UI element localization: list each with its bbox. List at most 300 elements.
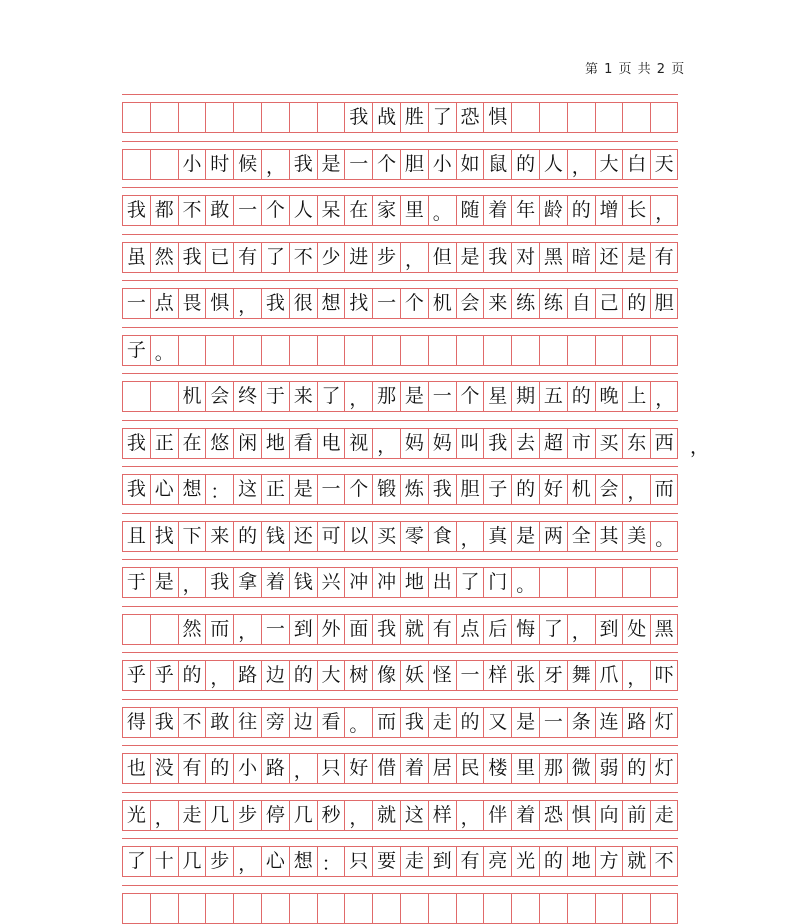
grid-cell: 看 <box>317 707 345 738</box>
grid-cell: ， <box>261 149 289 180</box>
grid-cell: 有 <box>178 753 206 784</box>
grid-cell: 连 <box>595 707 623 738</box>
grid-cell <box>205 335 233 366</box>
grid-cell <box>400 893 428 924</box>
grid-cell: 的 <box>511 474 539 505</box>
grid-cell: 胆 <box>400 149 428 180</box>
grid-cell: 我 <box>122 428 150 459</box>
grid-cell: 的 <box>567 195 595 226</box>
grid-cell: 着 <box>261 567 289 598</box>
grid-cell: 我 <box>428 474 456 505</box>
grid-cell: 来 <box>289 381 317 412</box>
manuscript-grid <box>122 96 710 916</box>
grid-cell: 我 <box>150 707 178 738</box>
grid-cell <box>372 335 400 366</box>
grid-cell: 小 <box>233 753 261 784</box>
grid-cell <box>650 893 678 924</box>
hanging-punctuation: ， <box>690 435 710 458</box>
grid-cell <box>539 102 567 133</box>
grid-cell: 爪 <box>595 660 623 691</box>
grid-cell: 乎 <box>122 660 150 691</box>
grid-cell: 我 <box>372 614 400 645</box>
grid-cell: 惧 <box>567 800 595 831</box>
grid-cell: 对 <box>511 242 539 273</box>
grid-cell <box>261 893 289 924</box>
grid-cell: 是 <box>400 381 428 412</box>
grid-cell: 不 <box>178 195 206 226</box>
grid-cell: 我 <box>483 428 511 459</box>
grid-cell: 随 <box>456 195 484 226</box>
grid-cell: 我 <box>344 102 372 133</box>
essay-line <box>122 521 678 552</box>
grid-cell: 想 <box>317 288 345 319</box>
grid-cell: 秒 <box>317 800 345 831</box>
grid-cell: 往 <box>233 707 261 738</box>
grid-cell <box>428 893 456 924</box>
grid-cell: 灯 <box>650 707 678 738</box>
grid-separator <box>122 699 678 700</box>
grid-cell: 只 <box>344 846 372 877</box>
essay-line <box>122 428 710 459</box>
grid-cell: 一 <box>372 288 400 319</box>
essay-line <box>122 474 678 505</box>
grid-cell: 着 <box>400 753 428 784</box>
grid-cell: 地 <box>261 428 289 459</box>
grid-cell: ， <box>178 567 206 598</box>
grid-cell: 拿 <box>233 567 261 598</box>
grid-cell: 我 <box>178 242 206 273</box>
grid-cell <box>567 335 595 366</box>
grid-cell: 会 <box>595 474 623 505</box>
grid-cell <box>122 614 150 645</box>
grid-cell: 光 <box>122 800 150 831</box>
grid-cell: 小 <box>178 149 206 180</box>
grid-separator <box>122 373 678 374</box>
grid-cell <box>205 102 233 133</box>
grid-cell: 都 <box>150 195 178 226</box>
grid-cell <box>622 893 650 924</box>
essay-title-row <box>122 102 678 133</box>
grid-cell: 然 <box>178 614 206 645</box>
grid-cell: 闲 <box>233 428 261 459</box>
grid-separator <box>122 280 678 281</box>
grid-cell: 乎 <box>150 660 178 691</box>
grid-cell <box>428 335 456 366</box>
grid-cell <box>622 567 650 598</box>
grid-cell: 来 <box>205 521 233 552</box>
grid-cell: 找 <box>150 521 178 552</box>
grid-cell <box>289 893 317 924</box>
grid-cell: 是 <box>150 567 178 598</box>
grid-cell: 黑 <box>539 242 567 273</box>
grid-cell: 还 <box>595 242 623 273</box>
grid-cell: 的 <box>567 381 595 412</box>
grid-cell: ： <box>205 474 233 505</box>
grid-cell: 走 <box>428 707 456 738</box>
grid-cell: ， <box>567 149 595 180</box>
grid-cell: 是 <box>456 242 484 273</box>
grid-cell: 的 <box>539 846 567 877</box>
grid-cell: 如 <box>456 149 484 180</box>
grid-cell: 怪 <box>428 660 456 691</box>
grid-cell: 一 <box>261 614 289 645</box>
grid-cell: 很 <box>289 288 317 319</box>
grid-cell: 又 <box>483 707 511 738</box>
grid-cell <box>511 102 539 133</box>
grid-cell: 那 <box>539 753 567 784</box>
grid-cell: 看 <box>289 428 317 459</box>
grid-cell: 面 <box>344 614 372 645</box>
grid-separator <box>122 745 678 746</box>
grid-cell <box>233 335 261 366</box>
grid-cell: 着 <box>511 800 539 831</box>
grid-cell: 在 <box>178 428 206 459</box>
grid-cell: 家 <box>372 195 400 226</box>
grid-cell: ， <box>456 521 484 552</box>
grid-cell: 到 <box>595 614 623 645</box>
grid-cell: 子 <box>122 335 150 366</box>
grid-cell <box>233 102 261 133</box>
grid-cell: 练 <box>511 288 539 319</box>
grid-cell: 少 <box>317 242 345 273</box>
grid-cell: 找 <box>344 288 372 319</box>
grid-cell <box>400 335 428 366</box>
grid-cell: 下 <box>178 521 206 552</box>
grid-separator <box>122 420 678 421</box>
grid-cell: ： <box>317 846 345 877</box>
grid-cell <box>178 335 206 366</box>
grid-cell: 畏 <box>178 288 206 319</box>
grid-cell: 十 <box>150 846 178 877</box>
grid-cell <box>567 893 595 924</box>
grid-cell: 暗 <box>567 242 595 273</box>
grid-cell: 门 <box>483 567 511 598</box>
grid-cell <box>178 893 206 924</box>
grid-cell: 惧 <box>205 288 233 319</box>
grid-cell: 的 <box>622 753 650 784</box>
grid-cell: 这 <box>400 800 428 831</box>
grid-cell: 会 <box>205 381 233 412</box>
grid-cell: 走 <box>650 800 678 831</box>
grid-cell: 食 <box>428 521 456 552</box>
grid-cell: 白 <box>622 149 650 180</box>
grid-cell: 不 <box>650 846 678 877</box>
grid-separator <box>122 327 678 328</box>
grid-cell: 像 <box>372 660 400 691</box>
grid-cell: 样 <box>428 800 456 831</box>
grid-cell: 超 <box>539 428 567 459</box>
grid-cell: 子 <box>483 474 511 505</box>
grid-cell: 个 <box>261 195 289 226</box>
grid-cell <box>622 102 650 133</box>
grid-cell: 想 <box>289 846 317 877</box>
grid-cell: 悔 <box>511 614 539 645</box>
grid-cell: 机 <box>178 381 206 412</box>
grid-cell: 敢 <box>205 707 233 738</box>
grid-cell <box>317 102 345 133</box>
grid-cell: 样 <box>483 660 511 691</box>
grid-cell <box>317 335 345 366</box>
grid-cell: 处 <box>622 614 650 645</box>
grid-cell: 虽 <box>122 242 150 273</box>
grid-cell: 会 <box>456 288 484 319</box>
grid-cell: 路 <box>622 707 650 738</box>
grid-cell: 了 <box>122 846 150 877</box>
grid-cell: 是 <box>622 242 650 273</box>
grid-cell: 灯 <box>650 753 678 784</box>
grid-cell: 龄 <box>539 195 567 226</box>
grid-separator <box>122 885 678 886</box>
grid-cell: 了 <box>261 242 289 273</box>
grid-cell: 两 <box>539 521 567 552</box>
grid-cell: 的 <box>456 707 484 738</box>
grid-cell: 增 <box>595 195 623 226</box>
grid-cell: ， <box>150 800 178 831</box>
grid-cell: ， <box>456 800 484 831</box>
grid-cell <box>261 102 289 133</box>
grid-cell: 真 <box>483 521 511 552</box>
grid-cell: 就 <box>622 846 650 877</box>
grid-cell: 己 <box>595 288 623 319</box>
grid-cell: 在 <box>344 195 372 226</box>
grid-cell: 我 <box>483 242 511 273</box>
grid-cell: 一 <box>317 474 345 505</box>
grid-cell: 惧 <box>483 102 511 133</box>
grid-cell: 点 <box>456 614 484 645</box>
grid-cell: 。 <box>511 567 539 598</box>
grid-separator <box>122 94 678 95</box>
grid-cell: 大 <box>595 149 623 180</box>
grid-cell: 机 <box>567 474 595 505</box>
grid-cell: 了 <box>456 567 484 598</box>
grid-cell: ， <box>205 660 233 691</box>
grid-cell: 地 <box>567 846 595 877</box>
grid-cell: 一 <box>122 288 150 319</box>
grid-cell <box>456 335 484 366</box>
grid-separator <box>122 141 678 142</box>
grid-cell: 几 <box>289 800 317 831</box>
grid-cell: 了 <box>317 381 345 412</box>
grid-cell: 于 <box>122 567 150 598</box>
grid-cell: 时 <box>205 149 233 180</box>
grid-cell: 走 <box>178 800 206 831</box>
grid-cell: 光 <box>511 846 539 877</box>
essay-line <box>122 381 678 412</box>
grid-cell <box>539 567 567 598</box>
grid-cell: 练 <box>539 288 567 319</box>
essay-line <box>122 567 678 598</box>
grid-cell: 人 <box>539 149 567 180</box>
grid-cell: 还 <box>289 521 317 552</box>
grid-cell: 星 <box>483 381 511 412</box>
essay-line <box>122 800 678 831</box>
grid-separator <box>122 187 678 188</box>
grid-cell: 终 <box>233 381 261 412</box>
grid-cell: 走 <box>400 846 428 877</box>
essay-line <box>122 195 678 226</box>
grid-cell: 电 <box>317 428 345 459</box>
grid-cell <box>622 335 650 366</box>
grid-cell: 然 <box>150 242 178 273</box>
grid-cell: 个 <box>344 474 372 505</box>
grid-cell: 于 <box>261 381 289 412</box>
grid-cell: 鼠 <box>483 149 511 180</box>
grid-cell: 胆 <box>650 288 678 319</box>
grid-cell: 个 <box>400 288 428 319</box>
grid-cell: 正 <box>150 428 178 459</box>
grid-cell: 妈 <box>428 428 456 459</box>
grid-cell: ， <box>233 288 261 319</box>
grid-cell: 是 <box>511 707 539 738</box>
grid-cell: 来 <box>483 288 511 319</box>
grid-cell: 。 <box>428 195 456 226</box>
grid-cell: 机 <box>428 288 456 319</box>
grid-cell: 地 <box>400 567 428 598</box>
grid-cell: 是 <box>511 521 539 552</box>
grid-cell: 步 <box>205 846 233 877</box>
grid-cell: 妖 <box>400 660 428 691</box>
grid-cell: 天 <box>650 149 678 180</box>
grid-cell: 前 <box>622 800 650 831</box>
grid-cell: 年 <box>511 195 539 226</box>
grid-cell: 一 <box>344 149 372 180</box>
grid-cell: ， <box>344 800 372 831</box>
grid-cell <box>344 335 372 366</box>
grid-cell: ， <box>567 614 595 645</box>
grid-cell <box>511 335 539 366</box>
grid-cell: 有 <box>428 614 456 645</box>
grid-cell: ， <box>622 660 650 691</box>
grid-cell <box>261 335 289 366</box>
grid-cell: 吓 <box>650 660 678 691</box>
grid-cell: 的 <box>178 660 206 691</box>
grid-cell: 了 <box>428 102 456 133</box>
grid-cell <box>595 893 623 924</box>
grid-cell: 方 <box>595 846 623 877</box>
essay-line <box>122 614 678 645</box>
grid-cell <box>205 893 233 924</box>
grid-cell: 微 <box>567 753 595 784</box>
grid-cell: 出 <box>428 567 456 598</box>
grid-cell: 我 <box>400 707 428 738</box>
grid-cell: 有 <box>233 242 261 273</box>
grid-cell: 而 <box>205 614 233 645</box>
grid-cell: 楼 <box>483 753 511 784</box>
grid-cell: 也 <box>122 753 150 784</box>
grid-separator <box>122 513 678 514</box>
grid-cell <box>122 381 150 412</box>
grid-cell: 步 <box>372 242 400 273</box>
grid-cell: 而 <box>650 474 678 505</box>
grid-cell: 我 <box>205 567 233 598</box>
grid-cell: 人 <box>289 195 317 226</box>
grid-cell <box>650 335 678 366</box>
grid-cell: 视 <box>344 428 372 459</box>
grid-cell <box>122 893 150 924</box>
grid-cell <box>456 893 484 924</box>
grid-cell: 晚 <box>595 381 623 412</box>
grid-cell: 借 <box>372 753 400 784</box>
grid-cell: 心 <box>150 474 178 505</box>
essay-line <box>122 242 678 273</box>
essay-line <box>122 753 678 784</box>
grid-cell: 冲 <box>372 567 400 598</box>
essay-line <box>122 335 678 366</box>
grid-cell: 东 <box>622 428 650 459</box>
grid-cell: 居 <box>428 753 456 784</box>
grid-cell: 就 <box>400 614 428 645</box>
grid-separator <box>122 652 678 653</box>
grid-cell: 叫 <box>456 428 484 459</box>
grid-cell: 亮 <box>483 846 511 877</box>
grid-cell: 锻 <box>372 474 400 505</box>
grid-cell <box>178 102 206 133</box>
grid-cell <box>344 893 372 924</box>
grid-cell: 已 <box>205 242 233 273</box>
grid-cell: 期 <box>511 381 539 412</box>
grid-cell: 进 <box>344 242 372 273</box>
grid-cell: 候 <box>233 149 261 180</box>
grid-cell: 买 <box>372 521 400 552</box>
grid-cell: 敢 <box>205 195 233 226</box>
grid-cell: 的 <box>205 753 233 784</box>
grid-cell <box>595 102 623 133</box>
grid-separator <box>122 466 678 467</box>
grid-cell: 。 <box>650 521 678 552</box>
grid-cell: 不 <box>178 707 206 738</box>
grid-cell: ， <box>650 381 678 412</box>
grid-cell <box>567 102 595 133</box>
grid-cell: 那 <box>372 381 400 412</box>
grid-cell: ， <box>650 195 678 226</box>
grid-cell: 了 <box>539 614 567 645</box>
grid-cell <box>483 335 511 366</box>
grid-cell: 买 <box>595 428 623 459</box>
grid-cell: 以 <box>344 521 372 552</box>
grid-cell <box>122 102 150 133</box>
grid-cell: 正 <box>261 474 289 505</box>
grid-cell: ， <box>289 753 317 784</box>
grid-cell: 想 <box>178 474 206 505</box>
grid-cell: 的 <box>289 660 317 691</box>
grid-cell: 美 <box>622 521 650 552</box>
grid-cell: 有 <box>456 846 484 877</box>
grid-cell <box>150 149 178 180</box>
grid-cell <box>483 893 511 924</box>
grid-cell: 没 <box>150 753 178 784</box>
grid-cell <box>150 614 178 645</box>
grid-cell: ， <box>233 846 261 877</box>
grid-cell <box>317 893 345 924</box>
grid-cell: 可 <box>317 521 345 552</box>
grid-cell: 民 <box>456 753 484 784</box>
grid-cell: 好 <box>539 474 567 505</box>
grid-cell <box>650 102 678 133</box>
grid-cell <box>122 149 150 180</box>
grid-cell: 钱 <box>261 521 289 552</box>
grid-cell: 我 <box>122 474 150 505</box>
grid-cell: 到 <box>289 614 317 645</box>
grid-cell: 这 <box>233 474 261 505</box>
grid-cell: 不 <box>289 242 317 273</box>
grid-cell <box>567 567 595 598</box>
grid-cell: ， <box>344 381 372 412</box>
grid-cell: 树 <box>344 660 372 691</box>
grid-cell: 里 <box>400 195 428 226</box>
grid-cell: 小 <box>428 149 456 180</box>
grid-cell: 心 <box>261 846 289 877</box>
grid-cell: ， <box>622 474 650 505</box>
